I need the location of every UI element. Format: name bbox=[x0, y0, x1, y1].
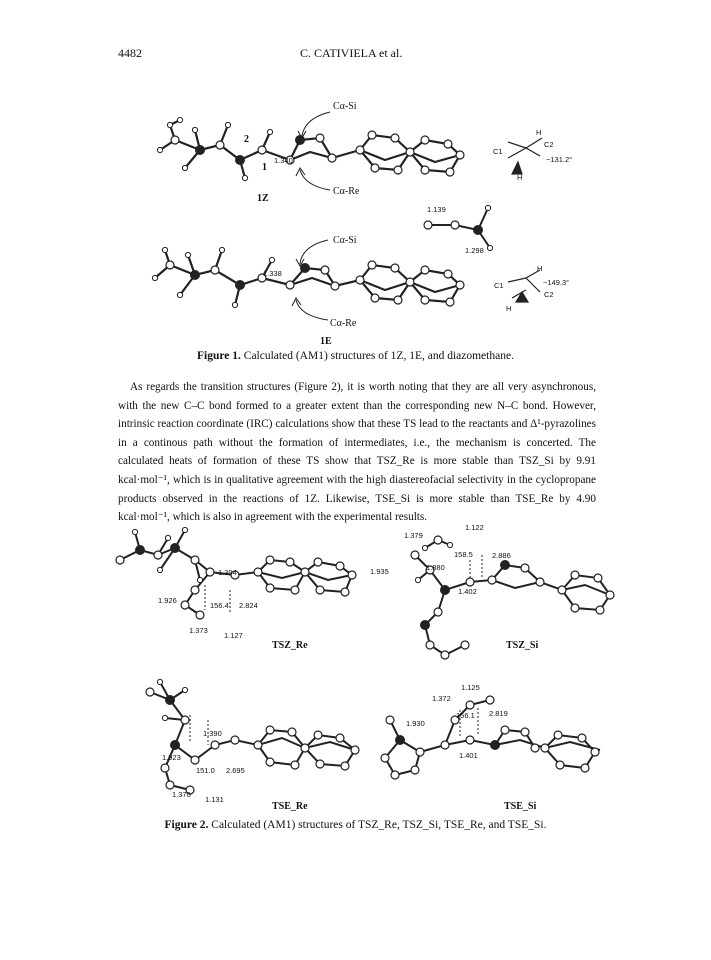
tsz-si-v4: 1.935 bbox=[370, 567, 389, 576]
label-z-top: Cα-Si bbox=[333, 101, 357, 112]
tse-re-v4: 1.370 bbox=[172, 790, 191, 799]
tse-re-v0: 1.390 bbox=[203, 729, 222, 738]
label-e-top: Cα-Si bbox=[333, 235, 357, 246]
tsz-si-name: TSZ_Si bbox=[506, 640, 539, 651]
label-z-c1: C1 bbox=[493, 147, 503, 156]
tsz-re-v5: 1.127 bbox=[224, 631, 243, 640]
label-e-c1: C1 bbox=[494, 281, 504, 290]
tse-re-name: TSE_Re bbox=[272, 801, 308, 812]
figure2-caption-label: Figure 2. bbox=[164, 819, 209, 831]
tse-re-v2: 151.0 bbox=[196, 766, 215, 775]
tse-si-v3: 2.819 bbox=[489, 709, 508, 718]
figure1-caption-text: Calculated (AM1) structures of 1Z, 1E, and diazomethane. bbox=[240, 350, 514, 362]
label-diazo-1: 1.139 bbox=[427, 205, 446, 214]
tse-si-v2: 156.1 bbox=[456, 711, 475, 720]
molecule-1e bbox=[155, 250, 460, 305]
tsz-re-v2: 156.4 bbox=[210, 601, 229, 610]
molecule-1z-atoms bbox=[157, 117, 464, 180]
label-diazo-2: 1.298 bbox=[465, 246, 484, 255]
figure2-caption bbox=[0, 819, 711, 831]
tsz-re-name: TSZ_Re bbox=[272, 640, 308, 651]
tsz-re-v3: 2.824 bbox=[239, 601, 258, 610]
tsz-si-v6: 1.402 bbox=[458, 587, 477, 596]
tse-re-v5: 1.131 bbox=[205, 795, 224, 804]
page-number: 4482 bbox=[118, 46, 142, 60]
label-z-bond: 1.340 bbox=[274, 156, 293, 165]
tse-si-v5: 1.401 bbox=[459, 751, 478, 760]
tse-si-v0: 1.125 bbox=[461, 683, 480, 692]
tse-re-v1: 1.923 bbox=[162, 753, 181, 762]
label-e-c2: C2 bbox=[544, 290, 554, 299]
figure1-caption-label: Figure 1. bbox=[197, 350, 241, 362]
tse-re-structure bbox=[150, 682, 355, 790]
tsz-re-v0: 1.394 bbox=[218, 568, 237, 577]
body-paragraph-text: As regards the transition structures (Figure 2), it is worth noting that they are all very asynchronous, with the new C–C bond formed to a greater extent than the corresponding new N–C bond. However, intrinsic reaction coordinate (IRC) calculations show that these TS lead to the reactants and Δ¹-pyrazolines in a continous path without the formation of intermediates, i.e., the mechanism is concerted. The calculated heats of formation of these TS show that TSZ_Re is more stable than TSZ_Si by 9.91 kcal·mol⁻¹, which is in qualitative agreement with the high diastereofacial selectivity in the cyclopropane products observed in the reactions of 1Z. Likewise, TSE_Si is more stable than TSE_Re by 4.90 kcal·mol⁻¹, which is also in agreement with the experimental results. bbox=[118, 381, 596, 524]
label-z-h2: H bbox=[517, 173, 523, 182]
tsz-si-v3: 2.886 bbox=[492, 551, 511, 560]
label-dihedral-e: −149.3° bbox=[543, 278, 570, 287]
label-z-num2: 2 bbox=[244, 134, 249, 145]
label-z-c2: C2 bbox=[544, 140, 554, 149]
figure1-caption bbox=[0, 350, 711, 362]
running-title-text: C. CATIVIELA et al. bbox=[300, 46, 403, 60]
label-dihedral-z: −131.2° bbox=[546, 155, 573, 164]
arrows-1e bbox=[292, 240, 328, 320]
label-e-h1: H bbox=[537, 264, 543, 273]
tse-si-v1: 1.372 bbox=[432, 694, 451, 703]
tse-si-name: TSE_Si bbox=[504, 801, 537, 812]
label-z-num1: 1 bbox=[262, 162, 267, 173]
tse-re-v3: 2.695 bbox=[226, 766, 245, 775]
dihedral-projection-z bbox=[508, 138, 542, 174]
label-z-bottom: Cα-Re bbox=[333, 186, 360, 197]
dihedral-projection-e bbox=[508, 270, 540, 302]
label-1z: 1Z bbox=[257, 193, 269, 204]
tsz-si-v5: 1.880 bbox=[426, 563, 445, 572]
label-1e: 1E bbox=[320, 336, 332, 347]
label-e-bond: 1.338 bbox=[263, 269, 282, 278]
tsz-re-v1: 1.926 bbox=[158, 596, 177, 605]
tsz-si-v0: 1.122 bbox=[465, 523, 484, 532]
figure2-caption-text: Calculated (AM1) structures of TSZ_Re, TSZ_Si, TSE_Re, and TSE_Si. bbox=[208, 819, 547, 831]
label-z-h1: H bbox=[536, 128, 542, 137]
tsz-si-v1: 1.379 bbox=[404, 531, 423, 540]
label-e-h2: H bbox=[506, 304, 512, 313]
tsz-si-structure bbox=[415, 540, 610, 655]
tsz-si-v2: 158.5 bbox=[454, 550, 473, 559]
tsz-re-v4: 1.373 bbox=[189, 626, 208, 635]
arrows-1z bbox=[296, 112, 330, 190]
tse-si-v4: 1.930 bbox=[406, 719, 425, 728]
molecule-1z bbox=[160, 120, 460, 178]
body-paragraph bbox=[118, 378, 596, 527]
label-e-bottom: Cα-Re bbox=[330, 318, 357, 329]
